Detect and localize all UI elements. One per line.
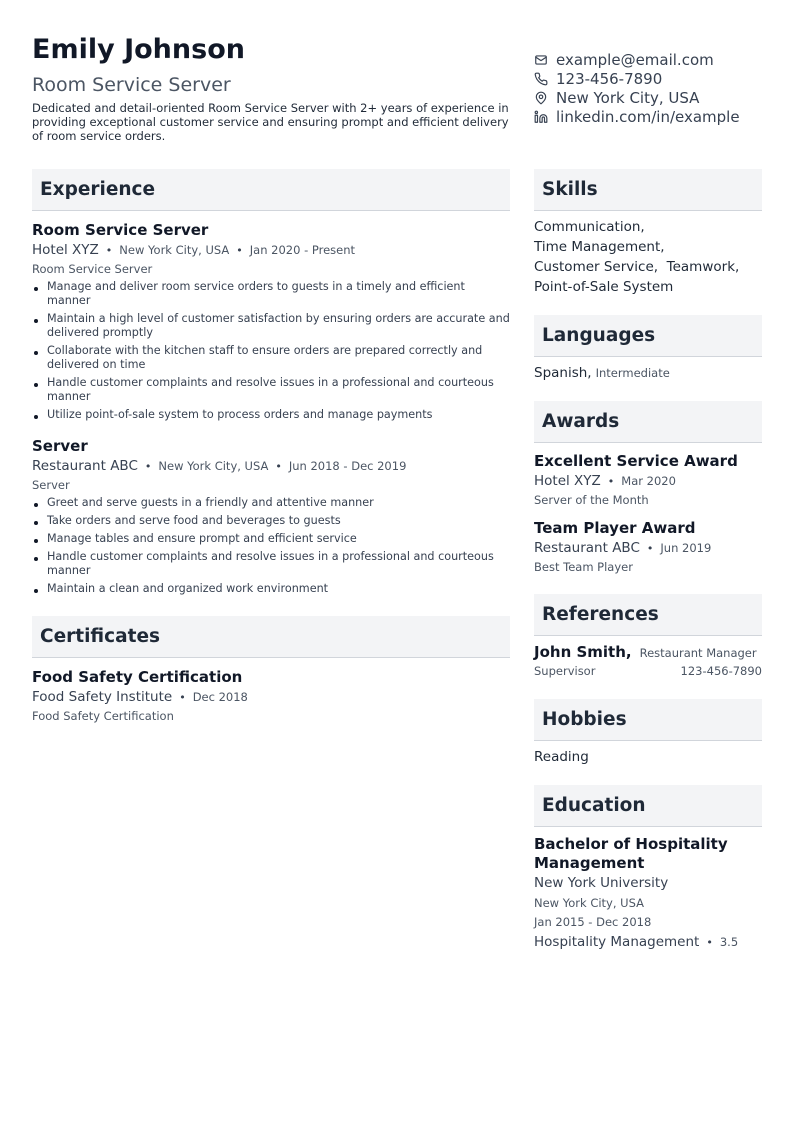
experience-entry [32, 436, 510, 596]
award-entry [534, 451, 762, 509]
award-entry [534, 518, 762, 576]
bullet-item: Utilize point-of-sale system to process orders and manage payments [32, 408, 510, 422]
bullet-item: Maintain a high level of customer satisfaction by ensuring orders are accurate and delivered promptly [32, 312, 510, 340]
skill-item: Customer Service, [534, 259, 659, 275]
education-heading: Education [534, 785, 762, 827]
certificate-name: Food Safety Certification [32, 668, 243, 686]
bullet-item: Maintain a clean and organized work environment [32, 582, 510, 596]
job-location: New York City, USA [119, 243, 230, 257]
bullet-item: Manage tables and ensure prompt and efficient service [32, 532, 510, 546]
mail-icon [534, 53, 548, 67]
job-location: New York City, USA [158, 459, 269, 473]
candidate-title: Room Service Server [32, 74, 231, 96]
reference-name: John Smith, [534, 643, 632, 661]
candidate-name: Emily Johnson [32, 34, 245, 65]
job-role: Room Service Server [32, 221, 209, 239]
reference-entry [534, 643, 762, 661]
contact-location [534, 88, 774, 107]
award-org: Hotel XYZ [534, 473, 601, 489]
skills-list [534, 217, 762, 297]
linkedin-icon [534, 110, 548, 124]
bullet-item: Handle customer complaints and resolve issues in a professional and courteous manner [32, 550, 510, 578]
contact-info [534, 50, 774, 126]
job-company: Hotel XYZ [32, 242, 99, 258]
bullet-item: Collaborate with the kitchen staff to ensure orders are prepared correctly and delivered on time [32, 344, 510, 372]
certificates-heading: Certificates [32, 616, 510, 658]
reference-details [534, 661, 762, 681]
job-dates: Jan 2020 - Present [249, 243, 356, 257]
skills-section [534, 169, 762, 297]
award-meta: Hotel XYZ • Mar 2020 [534, 473, 676, 489]
phone-text[interactable]: 123-456-7890 [556, 69, 663, 88]
education-degree: Bachelor of Hospitality Management [534, 835, 728, 872]
education-field: Hospitality Management [534, 934, 700, 950]
job-subrole: Room Service Server [32, 262, 153, 276]
language-item [534, 363, 762, 383]
map-pin-icon [534, 91, 548, 105]
language-name: Spanish, [534, 365, 592, 381]
certificate-meta: Food Safety Institute • Dec 2018 [32, 689, 248, 705]
location-text: New York City, USA [556, 88, 700, 107]
bullet-item: Handle customer complaints and resolve issues in a professional and courteous manner [32, 376, 510, 404]
skill-item: Communication, [534, 219, 645, 235]
hobby-item: Reading [534, 749, 589, 765]
languages-section [534, 315, 762, 383]
references-heading: References [534, 594, 762, 636]
certificates-section [32, 616, 510, 725]
left-column [32, 169, 510, 725]
education-school: New York University [534, 875, 669, 891]
bullet-item: Greet and serve guests in a friendly and attentive manner [32, 496, 510, 510]
award-title: Excellent Service Award [534, 452, 738, 470]
job-meta: Restaurant ABC • New York City, USA • Jun 2018 - Dec 2019 [32, 458, 407, 474]
education-section [534, 785, 762, 953]
award-date: Mar 2020 [621, 474, 676, 488]
job-company: Restaurant ABC [32, 458, 138, 474]
linkedin-text[interactable]: linkedin.com/in/example [556, 107, 740, 126]
hobbies-section [534, 699, 762, 767]
bullet-item: Manage and deliver room service orders to guests in a timely and efficient manner [32, 280, 510, 308]
education-gpa: 3.5 [719, 935, 739, 949]
award-meta: Restaurant ABC • Jun 2019 [534, 540, 712, 556]
skill-item: Teamwork, [666, 259, 740, 275]
header [32, 32, 516, 143]
reference-relation: Supervisor [534, 664, 596, 678]
contact-phone[interactable] [534, 69, 774, 88]
award-date: Jun 2019 [660, 541, 712, 555]
skills-heading: Skills [534, 169, 762, 211]
education-location: New York City, USA [534, 896, 644, 910]
job-bullets [32, 280, 510, 422]
award-org: Restaurant ABC [534, 540, 640, 556]
education-field-row: Hospitality Management • 3.5 [534, 934, 739, 950]
bullet-item: Take orders and serve food and beverages to guests [32, 514, 510, 528]
reference-phone: 123-456-7890 [680, 664, 762, 678]
certificate-entry [32, 667, 510, 725]
contact-email[interactable] [534, 50, 774, 69]
certificate-issuer: Food Safety Institute [32, 689, 173, 705]
job-subrole: Server [32, 478, 70, 492]
award-detail: Server of the Month [534, 493, 649, 507]
job-bullets [32, 496, 510, 596]
awards-heading: Awards [534, 401, 762, 443]
right-column [534, 169, 762, 971]
certificate-date: Dec 2018 [192, 690, 248, 704]
job-dates: Jun 2018 - Dec 2019 [288, 459, 407, 473]
education-dates: Jan 2015 - Dec 2018 [534, 915, 652, 929]
references-section [534, 594, 762, 681]
awards-section [534, 401, 762, 576]
reference-position: Restaurant Manager [639, 646, 757, 660]
award-detail: Best Team Player [534, 560, 633, 574]
email-text[interactable]: example@email.com [556, 50, 714, 69]
job-meta: Hotel XYZ • New York City, USA • Jan 2020 - Present [32, 242, 356, 258]
experience-entry [32, 220, 510, 422]
contact-linkedin[interactable] [534, 107, 774, 126]
summary: Dedicated and detail-oriented Room Service Server with 2+ years of experience in providing exceptional customer service and ensuring prompt and efficient delivery of room service orders. [32, 101, 509, 143]
skill-item: Time Management, [534, 239, 665, 255]
skill-item: Point-of-Sale System [534, 279, 674, 295]
phone-icon [534, 72, 548, 86]
hobbies-heading: Hobbies [534, 699, 762, 741]
languages-heading: Languages [534, 315, 762, 357]
certificate-detail: Food Safety Certification [32, 709, 174, 723]
experience-heading: Experience [32, 169, 510, 211]
award-title: Team Player Award [534, 519, 696, 537]
language-level: Intermediate [595, 366, 670, 380]
job-role: Server [32, 437, 88, 455]
